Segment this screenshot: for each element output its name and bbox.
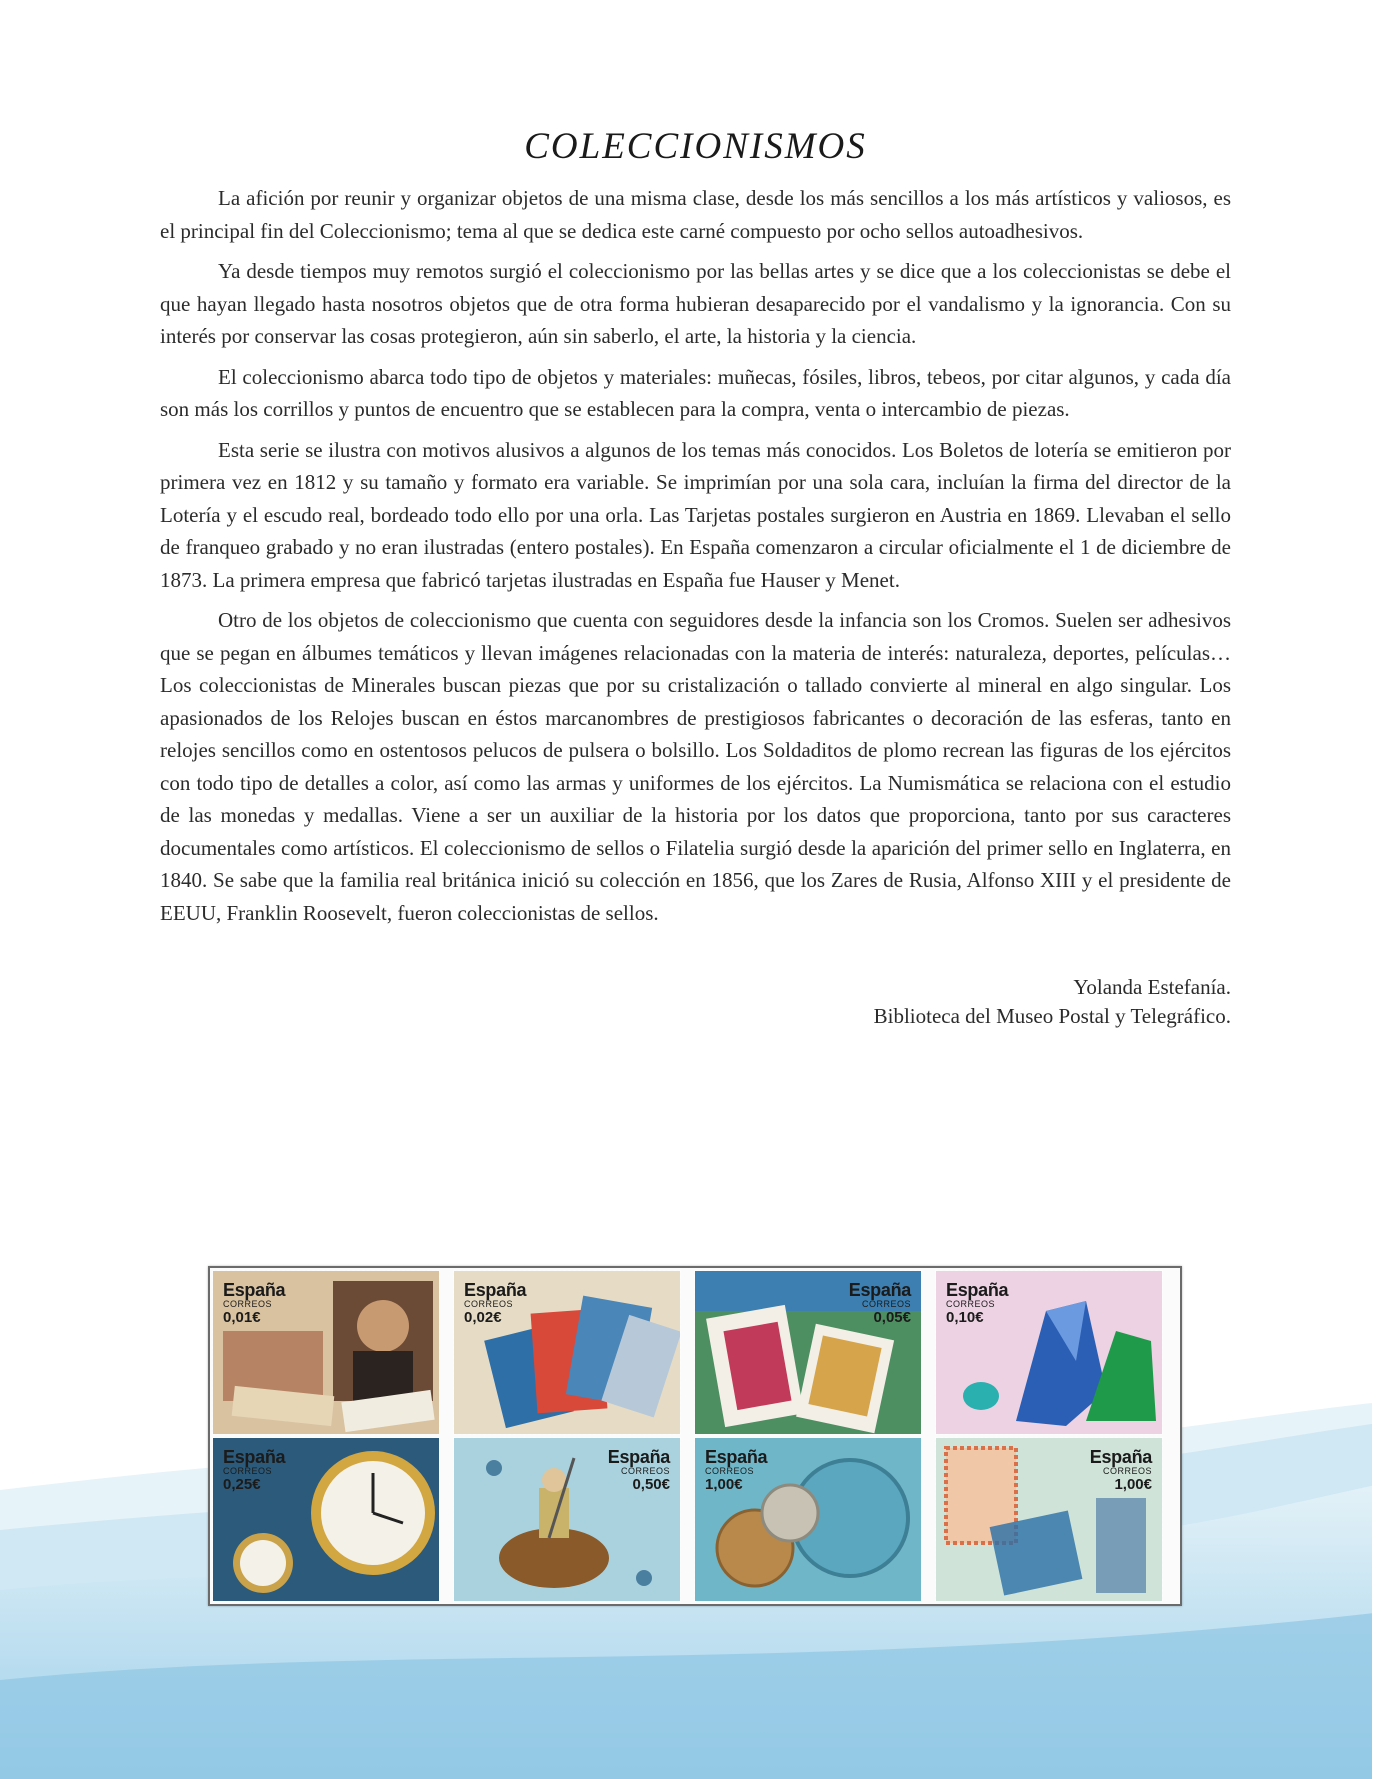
stamp-post: CORREOS	[946, 1299, 996, 1309]
paragraph-4: Esta serie se ilustra con motivos alusivos a algunos de los temas más conocidos. Los Boletos de lotería se emitieron por primera vez en 1812 y su tamaño y formato era variable. Se imprimían por una sola cara, incluían la firma del director de la Lotería y el escudo real, bordeado todo ello por una orla. Las Tarjetas postales surgieron en Austria en 1869. Llevaban el sello de franqueo grabado y no eran ilustradas (entero postales). En España comenzaron a circular oficialmente el 1 de diciembre de 1873. La primera empresa que fabricó tarjetas ilustradas en España fue Hauser y Menet.	[160, 437, 1231, 592]
stamp-lottery	[212, 1270, 440, 1435]
stamp-value: 1,00€	[1114, 1476, 1152, 1493]
stamp-value: 1,00€	[705, 1476, 743, 1493]
stamp-trading-cards	[694, 1270, 922, 1435]
stamp-philately	[935, 1437, 1163, 1602]
stamp-value: 0,05€	[873, 1309, 911, 1326]
stamp-country: España	[223, 1447, 286, 1467]
stamp-label	[223, 1448, 285, 1492]
stamp-value: 0,01€	[223, 1309, 261, 1326]
stamp-sheet	[208, 1266, 1182, 1606]
stamp-watches	[212, 1437, 440, 1602]
stamp-country: España	[223, 1280, 286, 1300]
stamp-post: CORREOS	[223, 1466, 273, 1476]
stamp-label	[608, 1448, 670, 1492]
stamp-label	[223, 1281, 285, 1325]
stamp-label	[946, 1281, 1008, 1325]
stamp-post: CORREOS	[620, 1466, 670, 1476]
stamp-label	[1090, 1448, 1152, 1492]
stamp-label	[849, 1281, 911, 1325]
paragraph-2: Ya desde tiempos muy remotos surgió el coleccionismo por las bellas artes y se dice que a los coleccionistas se debe el que hayan llegado hasta nosotros objetos que de otra forma hubieran desaparecido por el vandalismo y la ignorancia. Con su interés por conservar las cosas protegieron, aún sin saberlo, el arte, la historia y la ciencia.	[160, 259, 1231, 348]
page-title: COLECCIONISMOS	[524, 126, 867, 167]
stamp-country: España	[946, 1280, 1009, 1300]
stamp-coins	[694, 1437, 922, 1602]
stamp-post: CORREOS	[1102, 1466, 1152, 1476]
stamp-country: España	[464, 1280, 527, 1300]
stamp-value: 0,25€	[223, 1476, 261, 1493]
stamp-country: España	[848, 1280, 911, 1300]
paragraph-1: La afición por reunir y organizar objetos de una misma clase, desde los más sencillos a los más artísticos y valiosos, es el principal fin del Coleccionismo; tema al que se dedica este carné compuesto por ocho sellos autoadhesivos.	[160, 186, 1231, 243]
stamp-postcards	[453, 1270, 681, 1435]
signature-author: Yolanda Estefanía.	[1073, 975, 1231, 999]
paragraph-3: El coleccionismo abarca todo tipo de objetos y materiales: muñecas, fósiles, libros, tebeos, por citar algunos, y cada día son más los corrillos y puntos de encuentro que se establecen para la compra, venta o intercambio de piezas.	[160, 364, 1231, 421]
stamp-value: 0,10€	[946, 1309, 984, 1326]
document-body	[160, 125, 1231, 1031]
stamp-country: España	[607, 1447, 670, 1467]
stamp-value: 0,50€	[632, 1476, 670, 1493]
signature	[160, 973, 1231, 1031]
stamp-value: 0,02€	[464, 1309, 502, 1326]
signature-institution: Biblioteca del Museo Postal y Telegráfico.	[873, 1004, 1231, 1028]
stamp-label	[464, 1281, 526, 1325]
stamp-post: CORREOS	[861, 1299, 911, 1309]
stamp-label	[705, 1448, 767, 1492]
stamp-post: CORREOS	[464, 1299, 514, 1309]
stamp-toy-soldiers	[453, 1437, 681, 1602]
paragraph-5: Otro de los objetos de coleccionismo que cuenta con seguidores desde la infancia son los Cromos. Suelen ser adhesivos que se pegan en álbumes temáticos y llevan imágenes relacionadas con la materia de interés: naturaleza, deportes, películas… Los coleccionistas de Minerales buscan piezas que por su cristalización o tallado convierte al mineral en algo singular. Los apasionados de los Relojes buscan en éstos marcanombres de prestigiosos fabricantes o decoración de las esferas, tanto en relojes sencillos como en ostentosos pelucos de pulsera o bolsillo. Los Soldaditos de plomo recrean las figuras de los ejércitos con todo tipo de detalles a color, así como las armas y uniformes de los ejércitos. La Numismática se relaciona con el estudio de las monedas y medallas. Viene a ser un auxiliar de la historia por los datos que proporciona, tanto por sus caracteres documentales como artísticos. El coleccionismo de sellos o Filatelia surgió desde la aparición del primer sello en Inglaterra, en 1840. Se sabe que la familia real británica inició su colección en 1856, que los Zares de Rusia, Alfonso XIII y el presidente de EEUU, Franklin Roosevelt, fueron coleccionistas de sellos.	[160, 608, 1231, 925]
stamp-country: España	[1089, 1447, 1152, 1467]
stamp-post: CORREOS	[223, 1299, 273, 1309]
stamp-post: CORREOS	[705, 1466, 755, 1476]
stamp-country: España	[705, 1447, 768, 1467]
stamp-minerals	[935, 1270, 1163, 1435]
